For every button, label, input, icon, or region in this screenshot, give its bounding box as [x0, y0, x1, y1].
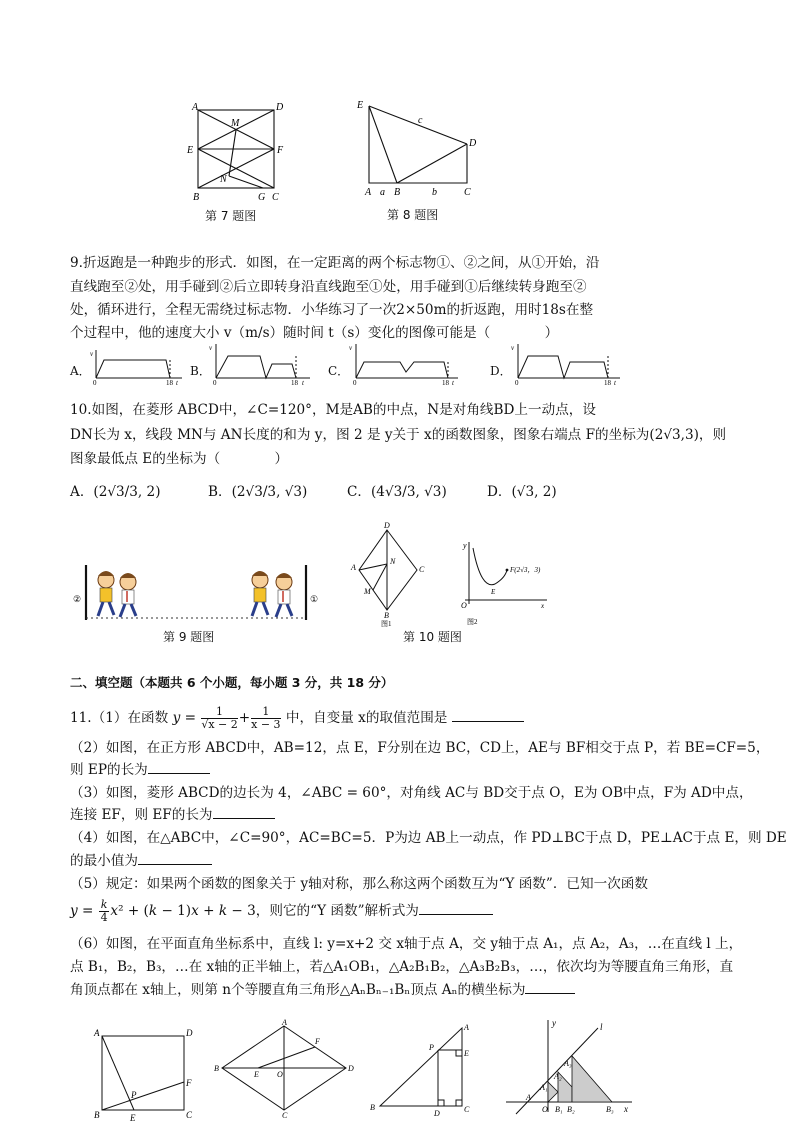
svg-text:②: ② — [73, 594, 82, 604]
svg-text:B₁: B₁ — [555, 1105, 563, 1114]
svg-text:x: x — [541, 602, 545, 610]
svg-text:v: v — [209, 344, 213, 352]
answer-blank-1[interactable] — [452, 709, 524, 722]
svg-text:P: P — [429, 1043, 434, 1052]
svg-text:D: D — [434, 1109, 440, 1118]
svg-text:F(2√3，3): F(2√3，3) — [510, 566, 541, 574]
section-2-title: 二、填空题（本题共 6 个小题，每小题 3 分，共 18 分） — [70, 675, 394, 690]
q11-p4b: 的最小值为 — [70, 853, 138, 869]
q10-option-A[interactable]: A．(2√3/3, 2) — [70, 484, 161, 500]
svg-text:B: B — [214, 1064, 219, 1073]
label-E: E — [357, 100, 364, 111]
svg-text:①: ① — [310, 594, 319, 604]
label-b: b — [432, 187, 437, 198]
q9-option-C-label[interactable]: C． — [328, 364, 350, 378]
svg-text:y: y — [463, 541, 467, 550]
svg-text:A₂: A₂ — [554, 1072, 562, 1081]
runner-icon — [98, 571, 136, 617]
q11-p6a: （6）如图，在平面直角坐标系中，直线 l: y=x+2 交 x轴于点 A，交 y轴于点 A₁，点 A₂，A₃，…在直线 l 上， — [70, 936, 743, 952]
svg-text:B: B — [94, 1110, 100, 1120]
svg-text:A: A — [282, 1018, 287, 1027]
svg-text:C: C — [419, 565, 425, 574]
q9-option-B-graph[interactable] — [208, 342, 313, 386]
svg-text:O: O — [461, 601, 467, 610]
svg-text:P: P — [131, 1090, 137, 1100]
q9-line3: 处，循环进行，全程无需绕过标志物．小华练习了一次2×50m的折返跑，用时18s在整 — [70, 302, 594, 318]
q11-part5-end: y = $\frac{k}{4}$ x² + (k − 1)x + k − 3，则它的“Y 函数”解析式为 — [70, 896, 493, 926]
label-E: E — [187, 145, 194, 156]
q11-p3b: 连接 EF，则 EF的长为 — [70, 807, 213, 823]
q11-p2b: 则 EP的长为 — [70, 762, 148, 778]
q9-options — [70, 344, 790, 386]
q11-part2-end — [70, 761, 210, 779]
q9-option-A-graph[interactable] — [90, 348, 185, 386]
answer-blank-2[interactable] — [148, 761, 210, 774]
svg-text:18: 18 — [442, 379, 449, 386]
svg-text:C: C — [186, 1110, 193, 1120]
svg-text:t: t — [302, 379, 304, 386]
q9-option-D-label[interactable]: D． — [490, 364, 512, 378]
q11-part6-end — [70, 981, 575, 999]
svg-text:C: C — [464, 1105, 470, 1114]
svg-text:E: E — [254, 1070, 259, 1079]
svg-text:t: t — [452, 379, 454, 386]
runner-icon — [252, 571, 292, 617]
svg-text:A: A — [94, 1028, 100, 1038]
q10-line1: 10.如图，在菱形 ABCD中，∠C=120°，M是AB的中点，N是对角线BD上一动点，设 — [70, 402, 596, 418]
svg-text:l: l — [600, 1022, 603, 1032]
q10-line2: DN长为 x，线段 MN与 AN长度的和为 y，图 2 是 y关于 x的函数图象，图象右端点 F的坐标为(2√3,3)，则 — [70, 427, 727, 443]
svg-text:A: A — [526, 1093, 531, 1102]
q11-p6c: 角顶点都在 x轴上，则第 n个等腰直角三角形△AₙBₙ₋₁Bₙ顶点 Aₙ的横坐标为 — [70, 982, 526, 998]
answer-blank-4[interactable] — [138, 852, 212, 865]
q11-part3-end — [70, 806, 275, 824]
svg-text:F: F — [315, 1037, 320, 1046]
q9-option-A-label[interactable]: A． — [70, 364, 91, 378]
q11-p5b: ，则它的“Y 函数”解析式为 — [255, 903, 419, 919]
svg-text:B: B — [384, 611, 389, 620]
svg-text:y: y — [552, 1018, 556, 1028]
svg-text:A₃: A₃ — [564, 1059, 572, 1068]
q9-option-B-label[interactable]: B． — [190, 364, 211, 378]
fig8-caption: 第 8 题图 — [387, 208, 439, 222]
answer-blank-3[interactable] — [213, 806, 275, 819]
figure-11-6 — [502, 1016, 637, 1120]
svg-text:M: M — [364, 587, 371, 596]
label-c: c — [418, 115, 423, 126]
svg-text:18: 18 — [166, 379, 173, 386]
figure-11-2 — [88, 1022, 198, 1122]
svg-text:t: t — [614, 379, 616, 386]
figure-9 — [70, 560, 330, 625]
fraction-k4: $\frac{k}{4}$ — [100, 898, 108, 924]
label-A: A — [365, 187, 372, 198]
q11-p3a: （3）如图，菱形 ABCD的边长为 4，∠ABC = 60°，对角线 AC与 BD交于点 O，E为 OB中点，F为 AD中点， — [70, 785, 753, 801]
q9-line1: 9.折返跑是一种跑步的形式．如图，在一定距离的两个标志物①、②之间，从①开始，沿 — [70, 255, 600, 271]
svg-text:图2: 图2 — [467, 618, 478, 626]
svg-text:0: 0 — [515, 379, 519, 386]
q11-part4-end — [70, 852, 212, 870]
label-D: D — [276, 102, 284, 113]
label-B: B — [394, 187, 401, 198]
svg-text:E: E — [491, 588, 496, 596]
fig10-caption: 第 10 题图 — [403, 630, 462, 644]
label-M: M — [231, 118, 240, 129]
svg-text:D: D — [384, 521, 390, 530]
q10-line3: 图象最低点 E的坐标为（ ） — [70, 451, 289, 467]
q11-p5a: （5）规定：如果两个函数的图象关于 y轴对称，那么称这两个函数互为“Y 函数”．已知一次函数 — [70, 876, 648, 892]
svg-text:A: A — [464, 1023, 469, 1032]
svg-text:D: D — [348, 1064, 354, 1073]
q11-p2a: （2）如图，在正方形 ABCD中，AB=12，点 E，F分别在边 BC，CD上，AE与 BF相交于点 P，若 BE=CF=5， — [70, 740, 770, 756]
q9-option-C-graph[interactable] — [346, 342, 461, 386]
q9-line4: 个过程中，他的速度大小 v（m/s）随时间 t（s）变化的图像可能是（ ） — [70, 325, 559, 341]
fig7-caption: 第 7 题图 — [205, 209, 257, 223]
svg-text:B₃: B₃ — [606, 1105, 614, 1114]
svg-text:0: 0 — [213, 379, 217, 386]
svg-text:O: O — [542, 1105, 548, 1114]
svg-text:18: 18 — [291, 379, 298, 386]
svg-text:v: v — [90, 350, 94, 358]
svg-text:E: E — [464, 1049, 469, 1058]
q10-option-D[interactable]: D．(√3, 2) — [487, 484, 557, 500]
fraction-1: $\frac{1}{√x - 2}$ — [201, 705, 238, 731]
figure-7 — [185, 100, 295, 210]
label-C: C — [272, 192, 279, 203]
svg-text:0: 0 — [93, 379, 97, 386]
svg-text:图1: 图1 — [381, 620, 392, 628]
q11-p1-suffix: 中，自变量 x的取值范围是 — [285, 710, 448, 726]
answer-blank-6[interactable] — [525, 981, 575, 994]
q11-p6b: 点 B₁，B₂，B₃，…在 x轴的正半轴上，若△A₁OB₁，△A₂B₁B₂，△A₃B₂B₃，…，依次均为等腰直角三角形，直 — [70, 959, 734, 975]
label-N: N — [220, 174, 227, 185]
svg-text:A: A — [351, 563, 356, 572]
fraction-2: $\frac{1}{x - 3}$ — [251, 705, 281, 731]
label-A: A — [192, 102, 199, 113]
label-G: G — [258, 192, 266, 203]
svg-text:18: 18 — [604, 379, 611, 386]
svg-text:0: 0 — [353, 379, 357, 386]
figure-11-3 — [212, 1018, 357, 1118]
svg-text:v: v — [349, 344, 353, 352]
fig9-caption: 第 9 题图 — [163, 630, 215, 644]
q10-option-B[interactable]: B．(2√3/3, √3) — [208, 484, 308, 500]
figure-8 — [355, 97, 485, 202]
svg-text:B₂: B₂ — [567, 1105, 575, 1114]
label-a: a — [380, 187, 385, 198]
svg-text:O: O — [277, 1070, 283, 1079]
svg-text:v: v — [511, 344, 515, 352]
svg-text:N: N — [390, 557, 396, 566]
q10-option-C[interactable]: C．(4√3/3, √3) — [347, 484, 447, 500]
svg-text:F: F — [186, 1078, 192, 1088]
q9-option-D-graph[interactable] — [508, 342, 623, 386]
answer-blank-5[interactable] — [419, 902, 493, 915]
figure-10-1 — [345, 520, 435, 630]
q11-p4a: （4）如图，在△ABC中，∠C=90°，AC=BC=5．P为边 AB上一动点，作 PD⊥BC于点 D，PE⊥AC于点 E，则 DE — [70, 830, 787, 846]
q9-line2: 直线跑至②处，用手碰到②后立即转身沿直线跑至①处，用手碰到①后继续转身跑至② — [70, 279, 587, 295]
figure-10-2 — [455, 538, 555, 626]
svg-text:x: x — [624, 1104, 628, 1114]
label-B: B — [193, 192, 200, 203]
svg-text:D: D — [186, 1028, 193, 1038]
svg-text:C: C — [282, 1111, 288, 1118]
svg-text:A₁: A₁ — [540, 1083, 548, 1092]
svg-text:B: B — [370, 1103, 375, 1112]
q11-p1-prefix: 11.（1）在函数 — [70, 710, 169, 726]
label-C: C — [464, 187, 471, 198]
figure-11-4 — [366, 1018, 486, 1118]
label-D: D — [469, 138, 477, 149]
svg-text:E: E — [130, 1113, 136, 1122]
q11-part1: 11.（1）在函数 y = $\frac{1}{√x - 2}$ + $\frac{1}{x - 3}$ 中，自变量 x的取值范围是 — [70, 704, 524, 732]
svg-text:t: t — [176, 379, 178, 386]
label-F: F — [277, 145, 284, 156]
